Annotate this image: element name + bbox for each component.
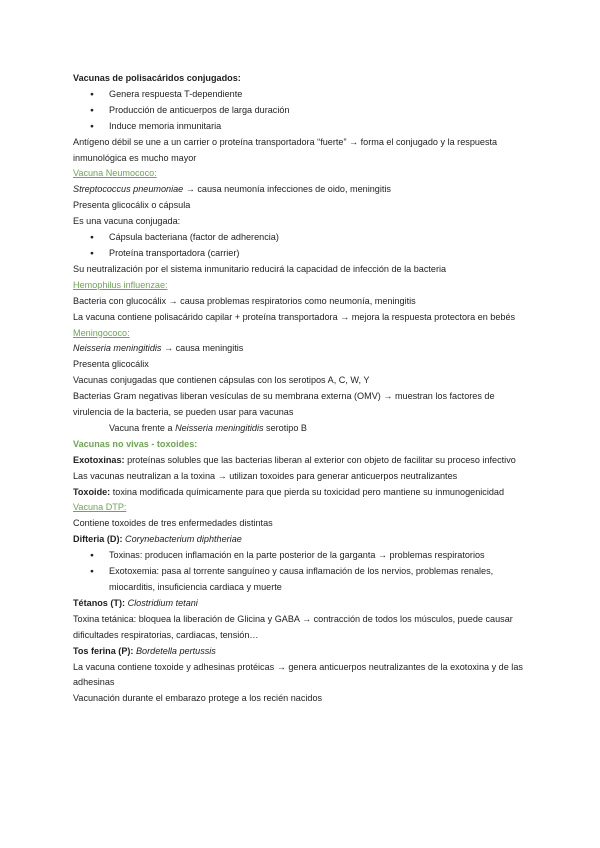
paragraph: [73, 341, 533, 357]
section-title-conjugados: Vacunas de polisacáridos conjugados:: [73, 73, 241, 83]
paragraph: Las vacunas neutralizan a la toxina → utilizan toxoides para generar anticuerpos neutralizantes: [73, 470, 458, 481]
heading-neumococo: Vacuna Neumococo:: [73, 168, 157, 179]
paragraph: [73, 485, 533, 501]
paragraph: Bacteria con glucocálix → causa problemas respiratorios como neumonía, meningitis: [73, 295, 416, 306]
text: → causa meningitis: [161, 343, 244, 354]
term-label: Tétanos (T):: [73, 597, 126, 608]
list-item: ● Proteína transportadora (carrier): [73, 246, 533, 262]
term-label: Exotoxinas:: [73, 454, 125, 465]
paragraph: Vacunas conjugadas que contienen cápsulas con los serotipos A, C, W, Y: [73, 375, 370, 386]
paragraph: Bacterias Gram negativas liberan vesículas de su membrana externa (OMV) → muestran los factores de virulencia de la bacteria, se pueden usar para vacunas: [73, 391, 495, 418]
paragraph: Presenta glicocálix: [73, 359, 149, 370]
species-name: Clostridium tetani: [125, 597, 198, 608]
list-item: ● Toxinas: producen inflamación en la parte posterior de la garganta → problemas respiratorios: [73, 548, 533, 564]
term-label: Tos ferina (P):: [73, 645, 134, 656]
species-name: Neisseria meningitidis: [73, 343, 162, 354]
term-label: Toxoide:: [73, 486, 111, 497]
text: Vacuna frente a: [109, 422, 176, 433]
heading-no-vivas: Vacunas no vivas - toxoides:: [73, 438, 198, 449]
paragraph: Contiene toxoides de tres enfermedades distintas: [73, 518, 273, 529]
paragraph: Toxina tetánica: bloquea la liberación de Glicina y GABA → contracción de todos los músculos, puede causar dificultades respiratorias, cardiacas, tensión…: [73, 613, 513, 640]
paragraph: [73, 596, 533, 612]
text: → causa neumonía infecciones de oido, meningitis: [183, 184, 391, 195]
text: toxina modificada químicamente para que pierda su toxicidad pero mantiene su inmunogenicidad: [110, 486, 505, 497]
heading-dtp: Vacuna DTP:: [73, 502, 127, 513]
paragraph: Presenta glicocálix o cápsula: [73, 200, 191, 211]
paragraph: Es una vacuna conjugada:: [73, 216, 181, 227]
paragraph: La vacuna contiene polisacárido capilar + proteína transportadora → mejora la respuesta protectora en bebés: [73, 311, 516, 322]
term-label: Difteria (D):: [73, 534, 123, 545]
paragraph: [73, 182, 533, 198]
document-body: [73, 71, 533, 707]
paragraph: [73, 421, 533, 437]
species-name: Bordetella pertussis: [133, 645, 216, 656]
list-item: ● Cápsula bacteriana (factor de adherencia): [73, 230, 533, 246]
paragraph: La vacuna contiene toxoide y adhesinas protéicas → genera anticuerpos neutralizantes de la exotoxina y de las adhesinas: [73, 661, 523, 688]
list-item: ● Exotoxemia: pasa al torrente sanguíneo y causa inflamación de los nervios, problemas renales, miocarditis, insuficiencia cardiaca y muerte: [73, 564, 533, 596]
paragraph: [73, 532, 533, 548]
paragraph: Vacunación durante el embarazo protege a los recién nacidos: [73, 693, 323, 704]
heading-hemophilus: Hemophilus influenzae:: [73, 279, 168, 290]
text: proteínas solubles que las bacterias liberan al exterior con objeto de facilitar su proceso infectivo: [124, 454, 516, 465]
heading-meningococo: Meningococo:: [73, 327, 130, 338]
list-item: ● Genera respuesta T-dependiente: [73, 87, 533, 103]
paragraph: Su neutralización por el sistema inmunitario reducirá la capacidad de infección de la bacteria: [73, 263, 447, 274]
species-name: Streptococcus pneumoniae: [73, 184, 184, 195]
paragraph: Antígeno débil se une a un carrier o proteína transportadora “fuerte” → forma el conjugado y la respuesta inmunológica es mucho mayor: [73, 136, 498, 163]
list-item: ● Induce memoria inmunitaria: [73, 119, 533, 135]
species-name: Neisseria meningitidis: [175, 422, 264, 433]
species-name: Corynebacterium diphtheriae: [122, 534, 242, 545]
list-item: ● Producción de anticuerpos de larga duración: [73, 103, 533, 119]
paragraph: [73, 453, 533, 469]
text: serotipo B: [263, 422, 307, 433]
paragraph: [73, 644, 533, 660]
